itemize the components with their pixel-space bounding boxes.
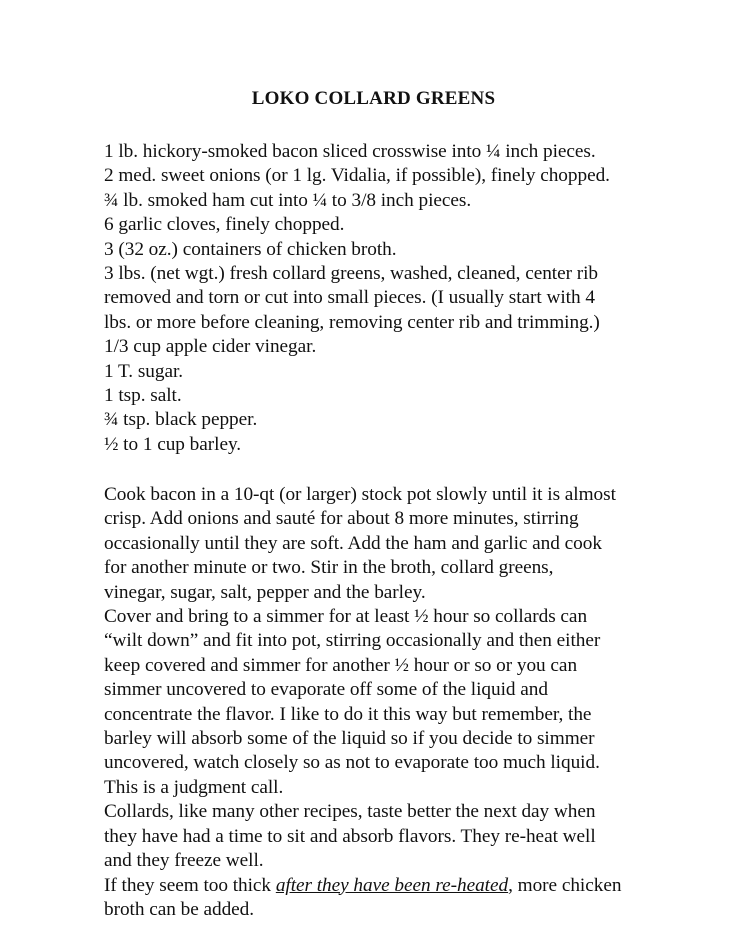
method-line: This is a judgment call. <box>104 776 284 798</box>
method-line: they have had a time to sit and absorb flavors. They re-heat well <box>104 825 596 847</box>
ingredient-line: 1 tsp. salt. <box>104 385 182 407</box>
method-line: simmer uncovered to evaporate off some of the liquid and <box>104 679 548 701</box>
ingredient-line: ¾ lb. smoked ham cut into ¼ to 3/8 inch pieces. <box>104 189 472 211</box>
method-line: Cook bacon in a 10-qt (or larger) stock pot slowly until it is almost <box>104 484 616 505</box>
method-line: concentrate the flavor. I like to do it this way but remember, the <box>104 703 592 725</box>
method-line: crisp. Add onions and sauté for about 8 more minutes, stirring <box>104 508 579 530</box>
method-line: for another minute or two. Stir in the broth, collard greens, <box>104 557 554 579</box>
method-line: keep covered and simmer for another ½ hour or so or you can <box>104 654 578 676</box>
recipe-title: LOKO COLLARD GREENS <box>251 88 496 109</box>
method-line: and they freeze well. <box>104 850 264 872</box>
final-line-suffix: , more chicken <box>508 874 622 896</box>
ingredient-line: 3 lbs. (net wgt.) fresh collard greens, washed, cleaned, center rib <box>104 263 599 285</box>
method-line: uncovered, watch closely so as not to evaporate too much liquid. <box>104 752 600 774</box>
ingredient-line: 1/3 cup apple cider vinegar. <box>104 336 317 358</box>
emphasized-phrase: after they have been re-heated <box>275 874 509 896</box>
ingredients-list <box>104 140 704 457</box>
ingredient-line: 1 T. sugar. <box>104 360 184 382</box>
ingredient-line: ½ to 1 cup barley. <box>104 433 242 455</box>
method-line: barley will absorb some of the liquid so if you decide to simmer <box>104 728 595 750</box>
ingredient-line: 3 (32 oz.) containers of chicken broth. <box>104 238 397 260</box>
final-tail-line: broth can be added. <box>104 898 255 920</box>
final-line-prefix: If they seem too thick <box>104 874 276 896</box>
ingredient-line: removed and torn or cut into small pieces. (I usually start with 4 <box>104 287 595 309</box>
ingredient-line: 6 garlic cloves, finely chopped. <box>104 214 345 236</box>
method-line: Collards, like many other recipes, taste better the next day when <box>104 801 596 823</box>
ingredient-line: lbs. or more before cleaning, removing center rib and trimming.) <box>104 311 600 333</box>
method-line: occasionally until they are soft. Add the ham and garlic and cook <box>104 532 602 554</box>
method-line: vinegar, sugar, salt, pepper and the barley. <box>104 581 426 603</box>
method-text <box>104 483 704 922</box>
final-line <box>104 874 704 898</box>
method-line: Cover and bring to a simmer for at least ½ hour so collards can <box>104 606 588 628</box>
method-line: “wilt down” and fit into pot, stirring occasionally and then either <box>104 630 601 652</box>
ingredient-line: 1 lb. hickory-smoked bacon sliced crosswise into ¼ inch pieces. <box>104 141 596 162</box>
ingredient-line: ¾ tsp. black pepper. <box>104 409 258 431</box>
ingredient-line: 2 med. sweet onions (or 1 lg. Vidalia, if possible), finely chopped. <box>104 165 610 187</box>
